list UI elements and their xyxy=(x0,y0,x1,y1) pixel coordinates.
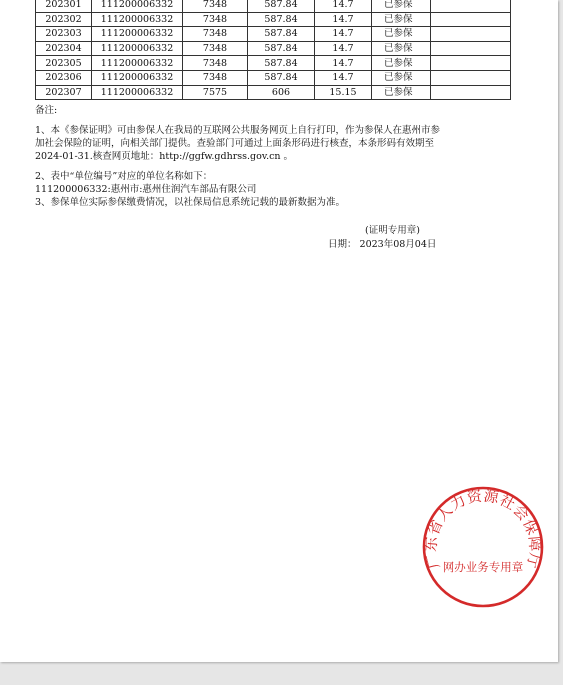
cell-empty xyxy=(431,85,511,100)
cell-status: 已参保 xyxy=(372,0,431,12)
cell-empty xyxy=(431,56,511,71)
note-2-line-2: 111200006332:惠州市:惠州住润汽车部品有限公司 xyxy=(35,184,257,195)
cell-personal-pay: 14.7 xyxy=(315,56,372,71)
cell-unit-no: 111200006332 xyxy=(92,0,183,12)
cell-period: 202305 xyxy=(36,56,92,71)
cell-unit-pay: 587.84 xyxy=(248,70,315,85)
cell-empty xyxy=(431,12,511,27)
note-1-line-3: 2024-01-31.核查网页地址：http://ggfw.gdhrss.gov.cn 。 xyxy=(35,151,294,162)
note-3: 3、参保单位实际参保缴费情况，以社保局信息系统记载的最新数据为准。 xyxy=(35,197,346,208)
cell-unit-pay: 606 xyxy=(248,85,315,100)
cell-empty xyxy=(431,41,511,56)
cell-personal-pay: 14.7 xyxy=(315,27,372,42)
date-value: 2023年08月04日 xyxy=(359,239,437,250)
cell-personal-pay: 15.15 xyxy=(315,85,372,100)
cell-status: 已参保 xyxy=(372,27,431,42)
table-row xyxy=(36,0,511,12)
cell-period: 202307 xyxy=(36,85,92,100)
certificate-date xyxy=(328,236,436,250)
date-label: 日期： xyxy=(328,239,357,250)
insurance-records-table xyxy=(35,0,511,100)
cell-base: 7348 xyxy=(183,0,248,12)
cell-unit-pay: 587.84 xyxy=(248,0,315,12)
cell-unit-no: 111200006332 xyxy=(92,70,183,85)
cell-unit-no: 111200006332 xyxy=(92,56,183,71)
svg-text:网办业务专用章: 网办业务专用章 xyxy=(442,560,524,574)
cell-base: 7348 xyxy=(183,70,248,85)
certificate-seal-label: (证明专用章) xyxy=(365,225,420,236)
cell-period: 202302 xyxy=(36,12,92,27)
cell-unit-no: 111200006332 xyxy=(92,27,183,42)
notes-title: 备注: xyxy=(35,105,58,116)
note-2-line-1: 2、表中“单位编号”对应的单位名称如下： xyxy=(35,171,213,182)
table-row xyxy=(36,56,511,71)
cell-personal-pay: 14.7 xyxy=(315,70,372,85)
cell-personal-pay: 14.7 xyxy=(315,0,372,12)
cell-period: 202303 xyxy=(36,27,92,42)
cell-period: 202304 xyxy=(36,41,92,56)
svg-text:广东省人力资源社会保障厅: 广东省人力资源社会保障厅 xyxy=(421,486,545,571)
cell-period: 202301 xyxy=(36,0,92,12)
cell-status: 已参保 xyxy=(372,12,431,27)
cell-empty xyxy=(431,27,511,42)
cell-status: 已参保 xyxy=(372,56,431,71)
cell-unit-no: 111200006332 xyxy=(92,85,183,100)
cell-base: 7348 xyxy=(183,27,248,42)
cell-base: 7348 xyxy=(183,12,248,27)
cell-base: 7575 xyxy=(183,85,248,100)
cell-unit-pay: 587.84 xyxy=(248,41,315,56)
cell-unit-pay: 587.84 xyxy=(248,27,315,42)
table-row xyxy=(36,70,511,85)
table-row xyxy=(36,41,511,56)
note-1-line-2: 加社会保险的证明，向相关部门提供。查验部门可通过上面条形码进行核查，本条形码有效期至 xyxy=(35,138,435,149)
cell-empty xyxy=(431,70,511,85)
table-row xyxy=(36,12,511,27)
official-seal-stamp xyxy=(421,485,545,609)
cell-empty xyxy=(431,0,511,12)
cell-personal-pay: 14.7 xyxy=(315,12,372,27)
notes-section xyxy=(35,104,510,209)
cell-unit-pay: 587.84 xyxy=(248,12,315,27)
cell-unit-no: 111200006332 xyxy=(92,12,183,27)
cell-status: 已参保 xyxy=(372,85,431,100)
note-1-line-1: 1、本《参保证明》可由参保人在我局的互联网公共服务网页上自行打印，作为参保人在惠州市参 xyxy=(35,125,441,136)
cell-unit-pay: 587.84 xyxy=(248,56,315,71)
cell-unit-no: 111200006332 xyxy=(92,41,183,56)
cell-status: 已参保 xyxy=(372,41,431,56)
cell-base: 7348 xyxy=(183,56,248,71)
table-row xyxy=(36,27,511,42)
cell-personal-pay: 14.7 xyxy=(315,41,372,56)
cell-period: 202306 xyxy=(36,70,92,85)
cell-status: 已参保 xyxy=(372,70,431,85)
table-row xyxy=(36,85,511,100)
cell-base: 7348 xyxy=(183,41,248,56)
